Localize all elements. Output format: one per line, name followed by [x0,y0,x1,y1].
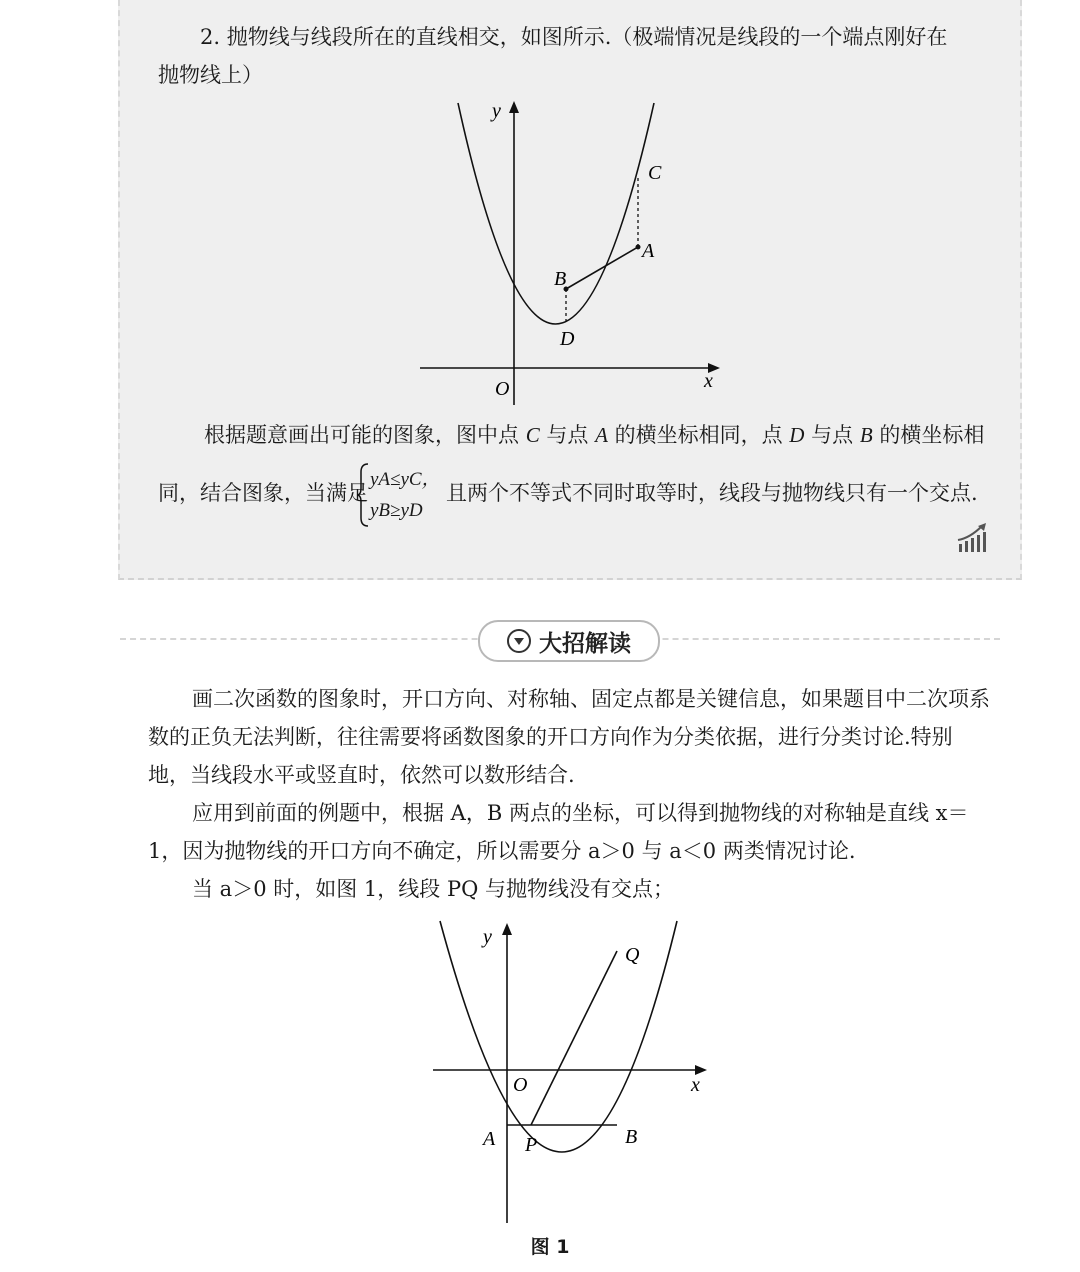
body-p2-line-2: 1，因为抛物线的开口方向不确定，所以需要分 a＞0 与 a＜0 两类情况讨论. [148,839,856,863]
para1-d-letter: D [789,423,805,447]
box-line-1: 2. 抛物线与线段所在的直线相交，如图所示.（极端情况是线段的一个端点刚好在 [200,25,948,49]
graph1-label-y: y [492,100,501,122]
box-line-2: 抛物线上） [158,63,263,87]
graph2-label-o: O [513,1074,528,1096]
graph1-label-x: x [704,370,713,392]
graph1-y-arrow [509,101,519,113]
body-p1-line-2: 数的正负无法判断，往往需要将函数图象的开口方向作为分类依据，进行分类讨论.特别 [148,725,953,749]
graph2-parabola [440,921,677,1152]
graph-2 [425,915,725,1227]
graph2-y-arrow [502,923,512,935]
section-title: 大招解读 [539,630,631,657]
graph1-label-d: D [560,328,575,350]
para1-d-text: 与点 [811,423,854,447]
para1-a: 根据题意画出可能的图象，图中点 [204,423,519,447]
condition-1: yA≤yC， [370,469,441,490]
graph2-label-b: B [625,1126,638,1148]
body-p1-line-1: 画二次函数的图象时，开口方向、对称轴、固定点都是关键信息，如果题目中二次项系 [192,687,990,711]
graph-1 [410,95,730,415]
chevron-down-circle-icon [507,629,531,653]
para1-b: 与点 [546,423,589,447]
body-p2-line-1: 应用到前面的例题中，根据 A，B 两点的坐标，可以得到抛物线的对称轴是直线 x＝ [192,801,969,825]
body-p1-line-3: 地，当线段水平或竖直时，依然可以数形结合. [148,763,575,787]
para1-b-letter: B [859,423,873,447]
box-paragraph-line-1 [204,420,984,450]
box-paragraph-line-2a: 同，结合图象，当满足 [158,481,368,505]
graph1-label-c: C [648,162,662,184]
graph1-label-a: A [642,240,655,262]
para1-a-letter: A [595,423,608,447]
para1-c-text: 的横坐标相同，点 [614,423,783,447]
body-p3: 当 a＞0 时，如图 1，线段 PQ 与抛物线没有交点； [192,877,674,901]
condition-2: yB≥yD [370,500,423,521]
graph2-segment-pq [531,951,617,1125]
condition-brace [356,462,446,528]
graph1-parabola [458,103,654,324]
box-paragraph-line-2b: 且两个不等式不同时取等时，线段与抛物线只有一个交点. [446,481,978,505]
brace-icon [356,462,370,528]
graph2-label-p: P [525,1134,538,1156]
para1-e-text: 的横坐标相 [879,423,985,447]
rising-chart-icon [956,522,990,554]
graph1-label-b: B [554,268,567,290]
graph1-point-a-dot [636,245,641,250]
para1-c: C [525,423,540,447]
graph1-label-o: O [495,378,510,400]
graph2-label-x: x [691,1074,700,1096]
graph2-label-q: Q [625,944,640,966]
graph2-label-a: A [483,1128,496,1150]
graph1-segment-ba [566,247,638,289]
figure-caption: 图 1 [530,1236,570,1258]
graph2-label-y: y [483,926,492,948]
section-badge [478,620,660,662]
